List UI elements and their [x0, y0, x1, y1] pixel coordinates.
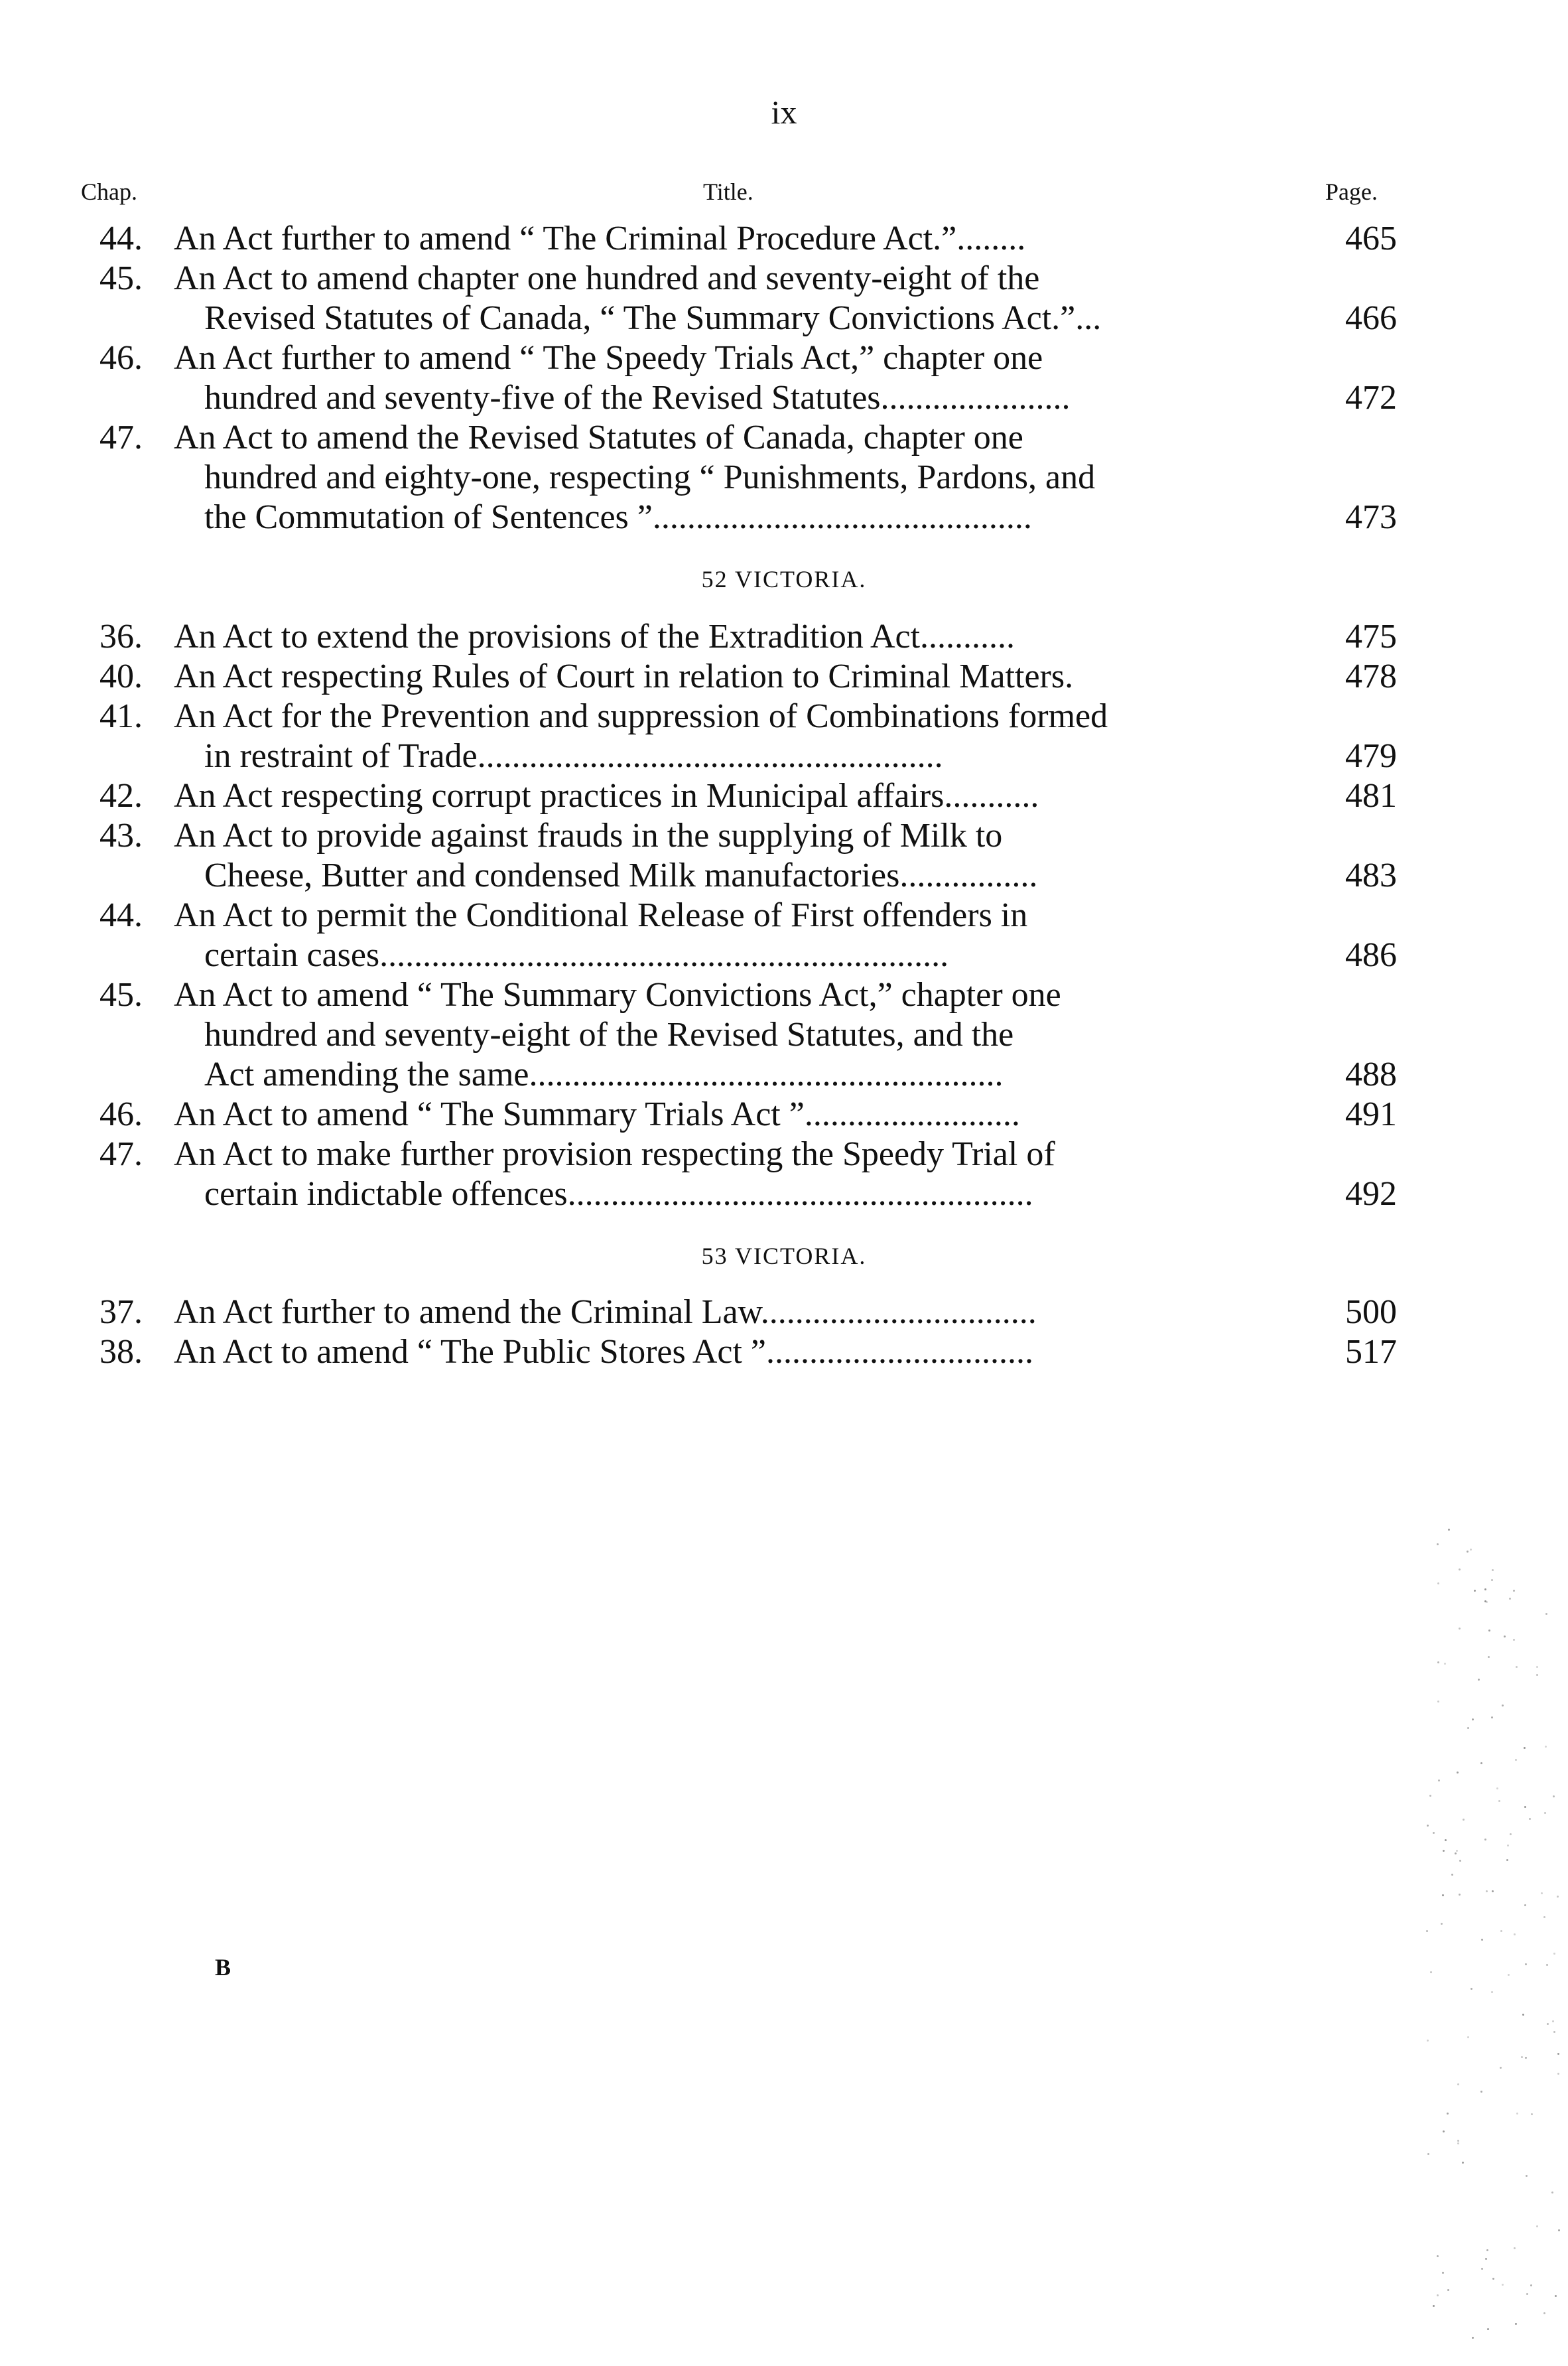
paper-speck	[1441, 1923, 1443, 1925]
paper-speck	[1557, 1896, 1559, 1898]
paper-speck	[1488, 1630, 1490, 1632]
page-number: ix	[771, 94, 797, 131]
toc-entry-continuation	[0, 458, 1568, 498]
toc-entry-continuation	[0, 736, 1568, 776]
entry-title: An Act to amend chapter one hundred and seventy-eight of the	[174, 259, 1040, 297]
entry-title: Act amending the same.......................................................	[204, 1056, 1004, 1093]
section-heading: 52 VICTORIA.	[701, 566, 867, 592]
entry-title: An Act to amend “ The Summary Convictions Act,” chapter one	[174, 976, 1061, 1014]
page-ref: 481	[1345, 777, 1397, 815]
paper-speck	[1536, 1666, 1538, 1668]
paper-speck	[1459, 1860, 1461, 1862]
paper-speck	[1448, 1529, 1450, 1531]
page-ref: 478	[1345, 658, 1397, 695]
page-ref: 473	[1345, 498, 1397, 536]
section-heading: 53 VICTORIA.	[701, 1243, 867, 1269]
page-ref: 486	[1345, 936, 1397, 974]
paper-speck	[1524, 1806, 1526, 1808]
paper-speck	[1472, 2337, 1474, 2339]
toc-entry	[0, 338, 1568, 378]
paper-speck	[1492, 1890, 1494, 1892]
toc-entry	[0, 1292, 1568, 1332]
paper-speck	[1500, 1930, 1502, 1932]
page-ref: 491	[1345, 1095, 1397, 1133]
entry-title: Revised Statutes of Canada, “ The Summary Convictions Act.”...	[204, 299, 1102, 337]
paper-speck	[1456, 1850, 1458, 1852]
paper-speck	[1472, 1718, 1474, 1720]
paper-speck	[1502, 2284, 1504, 2286]
chapter-number: 38.	[99, 1333, 143, 1371]
toc-entry	[0, 418, 1568, 458]
entry-title: An Act respecting corrupt practices in Municipal affairs...........	[174, 777, 1039, 815]
paper-speck	[1459, 1628, 1461, 1630]
paper-speck	[1437, 1582, 1439, 1584]
toc-entry	[0, 1095, 1568, 1135]
paper-speck	[1557, 2073, 1559, 2075]
paper-speck	[1558, 2229, 1560, 2231]
toc-entry	[0, 697, 1568, 736]
toc-entry	[0, 657, 1568, 697]
toc-entry-continuation	[0, 856, 1568, 896]
toc-entry-continuation	[0, 498, 1568, 537]
paper-speck	[1553, 1795, 1555, 1797]
toc-entry-continuation	[0, 1174, 1568, 1214]
paper-speck	[1463, 1819, 1465, 1821]
paper-speck	[1438, 1779, 1440, 1781]
paper-speck	[1516, 2113, 1518, 2115]
paper-speck	[1427, 1825, 1429, 1827]
paper-speck	[1496, 1787, 1498, 1789]
paper-speck	[1525, 2057, 1527, 2059]
paper-speck	[1507, 1844, 1509, 1846]
paper-speck	[1555, 2295, 1557, 2297]
paper-speck	[1457, 2142, 1459, 2144]
paper-speck	[1516, 1666, 1518, 1668]
paper-speck	[1444, 1663, 1446, 1665]
paper-speck	[1504, 1635, 1506, 1637]
paper-speck	[1524, 1747, 1526, 1749]
paper-speck	[1514, 2247, 1516, 2249]
entry-title: hundred and seventy-eight of the Revised Statutes, and the	[204, 1016, 1014, 1054]
column-header-page: Page.	[1325, 178, 1378, 205]
paper-speck	[1433, 1832, 1435, 1834]
paper-speck	[1544, 1812, 1546, 1814]
paper-speck	[1552, 2020, 1554, 2022]
toc-entry	[0, 975, 1568, 1015]
paper-speck	[1447, 2289, 1449, 2291]
paper-speck	[1427, 2153, 1429, 2155]
page-ref: 472	[1345, 379, 1397, 417]
paper-speck	[1515, 1759, 1517, 1761]
paper-speck	[1488, 1656, 1490, 1658]
page-ref: 492	[1345, 1175, 1397, 1213]
entry-title: An Act further to amend the Criminal Law................................	[174, 1293, 1037, 1331]
paper-speck	[1515, 2323, 1517, 2325]
paper-speck	[1526, 2175, 1528, 2177]
paper-speck	[1502, 1705, 1504, 1706]
page-ref: 479	[1345, 737, 1397, 775]
paper-speck	[1492, 2278, 1494, 2280]
paper-speck	[1457, 1772, 1459, 1774]
paper-speck	[1486, 2249, 1488, 2251]
paper-speck	[1510, 1833, 1512, 1835]
paper-speck	[1530, 2284, 1532, 2286]
toc-entry	[0, 896, 1568, 936]
toc-entry	[0, 1135, 1568, 1174]
paper-speck	[1480, 2091, 1482, 2093]
chapter-number: 45.	[99, 976, 143, 1014]
paper-speck	[1442, 1894, 1444, 1896]
paper-speck	[1553, 2031, 1555, 2033]
paper-speck	[1470, 1988, 1472, 1990]
toc-entry	[0, 259, 1568, 299]
paper-speck	[1478, 1679, 1480, 1681]
paper-speck	[1536, 1674, 1538, 1676]
chapter-number: 46.	[99, 1095, 143, 1133]
paper-speck	[1467, 1551, 1469, 1553]
paper-speck	[1513, 1590, 1515, 1592]
paper-speck	[1491, 1716, 1493, 1718]
chapter-number: 46.	[99, 339, 143, 377]
paper-speck	[1522, 2014, 1524, 2016]
entry-title: certain cases..................................................................	[204, 936, 949, 974]
paper-speck	[1514, 1933, 1516, 1935]
page-ref: 488	[1345, 1056, 1397, 1093]
chapter-number: 43.	[99, 817, 143, 855]
paper-speck	[1462, 2162, 1464, 2164]
paper-speck	[1545, 1613, 1547, 1615]
paper-speck	[1457, 2083, 1459, 2085]
paper-speck	[1481, 1939, 1483, 1941]
paper-speck	[1500, 2067, 1502, 2069]
paper-speck	[1442, 2272, 1444, 2274]
entry-title: An Act to permit the Conditional Release of First offenders in	[174, 896, 1028, 934]
entry-title: An Act to extend the provisions of the Extradition Act...........	[174, 618, 1015, 656]
entry-title: certain indictable offences......................................................	[204, 1175, 1033, 1213]
signature-mark: B	[215, 1954, 231, 1981]
paper-speck	[1474, 1590, 1476, 1592]
chapter-number: 41.	[99, 697, 143, 735]
entry-title: hundred and seventy-five of the Revised Statutes......................	[204, 379, 1071, 417]
entry-title: Cheese, Butter and condensed Milk manufactories................	[204, 857, 1038, 894]
paper-speck	[1557, 2053, 1559, 2055]
paper-speck	[1437, 2294, 1439, 2296]
paper-speck	[1445, 1839, 1447, 1841]
toc-entry-continuation	[0, 299, 1568, 338]
paper-speck	[1536, 2225, 1538, 2227]
chapter-number: 44.	[99, 220, 143, 257]
paper-speck	[1481, 2268, 1483, 2270]
entry-title: An Act to make further provision respecting the Speedy Trial of	[174, 1135, 1055, 1173]
paper-speck	[1443, 2130, 1445, 2132]
column-header-chap: Chap.	[81, 178, 137, 205]
paper-speck	[1498, 1800, 1500, 1802]
paper-speck	[1484, 1839, 1486, 1841]
paper-speck	[1437, 1701, 1439, 1703]
paper-speck	[1437, 1543, 1439, 1545]
paper-speck	[1426, 1930, 1428, 1932]
page-ref: 475	[1345, 618, 1397, 656]
page-ref: 466	[1345, 299, 1397, 337]
paper-speck	[1485, 2258, 1487, 2260]
paper-speck	[1491, 1991, 1493, 1993]
paper-speck	[1459, 1568, 1461, 1570]
entry-title: An Act to amend the Revised Statutes of Canada, chapter one	[174, 419, 1023, 456]
toc-entry-continuation	[0, 1015, 1568, 1055]
toc-entry-continuation	[0, 936, 1568, 975]
paper-speck	[1509, 1598, 1511, 1600]
toc-entry	[0, 617, 1568, 657]
paper-speck	[1547, 2023, 1549, 2025]
chapter-number: 44.	[99, 896, 143, 934]
paper-speck	[1437, 1661, 1439, 1663]
toc-entry	[0, 776, 1568, 816]
chapter-number: 42.	[99, 777, 143, 815]
paper-speck	[1430, 1971, 1432, 1973]
paper-speck	[1470, 1549, 1472, 1551]
paper-speck	[1447, 2113, 1449, 2115]
paper-speck	[1526, 2293, 1528, 2295]
entry-title: hundred and eighty-one, respecting “ Punishments, Pardons, and	[204, 458, 1096, 496]
paper-speck	[1521, 2056, 1523, 2058]
page-ref: 465	[1345, 220, 1397, 257]
paper-speck	[1546, 1964, 1548, 1966]
paper-speck	[1491, 1579, 1493, 1581]
paper-speck	[1543, 1916, 1545, 1918]
paper-speck	[1484, 1588, 1486, 1590]
paper-speck	[1467, 1727, 1469, 1729]
paper-speck	[1443, 1850, 1445, 1852]
chapter-number: 36.	[99, 618, 143, 656]
paper-speck	[1525, 1963, 1527, 1965]
paper-speck	[1506, 1859, 1508, 1861]
paper-speck	[1467, 2036, 1469, 2038]
chapter-number: 47.	[99, 1135, 143, 1173]
paper-speck	[1480, 1762, 1482, 1764]
paper-speck	[1457, 2140, 1459, 2142]
paper-speck	[1427, 2040, 1429, 2042]
paper-speck	[1541, 1892, 1543, 1894]
entry-title: the Commutation of Sentences ”............................................	[204, 498, 1032, 536]
paper-speck	[1545, 1746, 1547, 1748]
paper-speck	[1487, 2328, 1489, 2330]
column-header-title: Title.	[703, 178, 753, 205]
paper-speck	[1433, 2305, 1435, 2307]
chapter-number: 45.	[99, 259, 143, 297]
entry-title: An Act to amend “ The Public Stores Act ”...............................	[174, 1333, 1033, 1371]
chapter-number: 37.	[99, 1293, 143, 1331]
entry-title: An Act to amend “ The Summary Trials Act ”.........................	[174, 1095, 1020, 1133]
paper-speck	[1529, 1818, 1531, 1820]
paper-speck	[1513, 1639, 1515, 1641]
paper-speck	[1492, 1569, 1494, 1571]
chapter-number: 47.	[99, 419, 143, 456]
page-ref: 517	[1345, 1333, 1397, 1371]
entry-title: An Act to provide against frauds in the supplying of Milk to	[174, 817, 1003, 855]
page-ref: 500	[1345, 1293, 1397, 1331]
entry-title: An Act further to amend “ The Criminal Procedure Act.”........	[174, 220, 1026, 257]
entry-title: An Act further to amend “ The Speedy Trials Act,” chapter one	[174, 339, 1043, 377]
paper-speck	[1455, 1852, 1457, 1854]
entry-title: An Act respecting Rules of Court in relation to Criminal Matters.	[174, 658, 1074, 695]
entry-title: in restraint of Trade......................................................	[204, 737, 943, 775]
toc-entry-continuation	[0, 378, 1568, 418]
page-ref: 483	[1345, 857, 1397, 894]
paper-speck	[1531, 2113, 1533, 2115]
paper-speck	[1508, 1974, 1510, 1976]
chapter-number: 40.	[99, 658, 143, 695]
toc-entry	[0, 1332, 1568, 1372]
paper-speck	[1429, 1795, 1431, 1797]
toc-entry	[0, 219, 1568, 259]
paper-speck	[1459, 1894, 1461, 1896]
toc-entry	[0, 816, 1568, 856]
paper-speck	[1543, 2312, 1545, 2314]
entry-title: An Act for the Prevention and suppression of Combinations formed	[174, 697, 1108, 735]
paper-speck	[1486, 1890, 1488, 1892]
paper-speck	[1437, 2255, 1439, 2257]
paper-speck	[1524, 1904, 1526, 1906]
paper-speck	[1551, 2192, 1553, 2193]
paper-speck	[1451, 1874, 1453, 1876]
paper-speck	[1553, 1953, 1555, 1955]
toc-entry-continuation	[0, 1055, 1568, 1095]
